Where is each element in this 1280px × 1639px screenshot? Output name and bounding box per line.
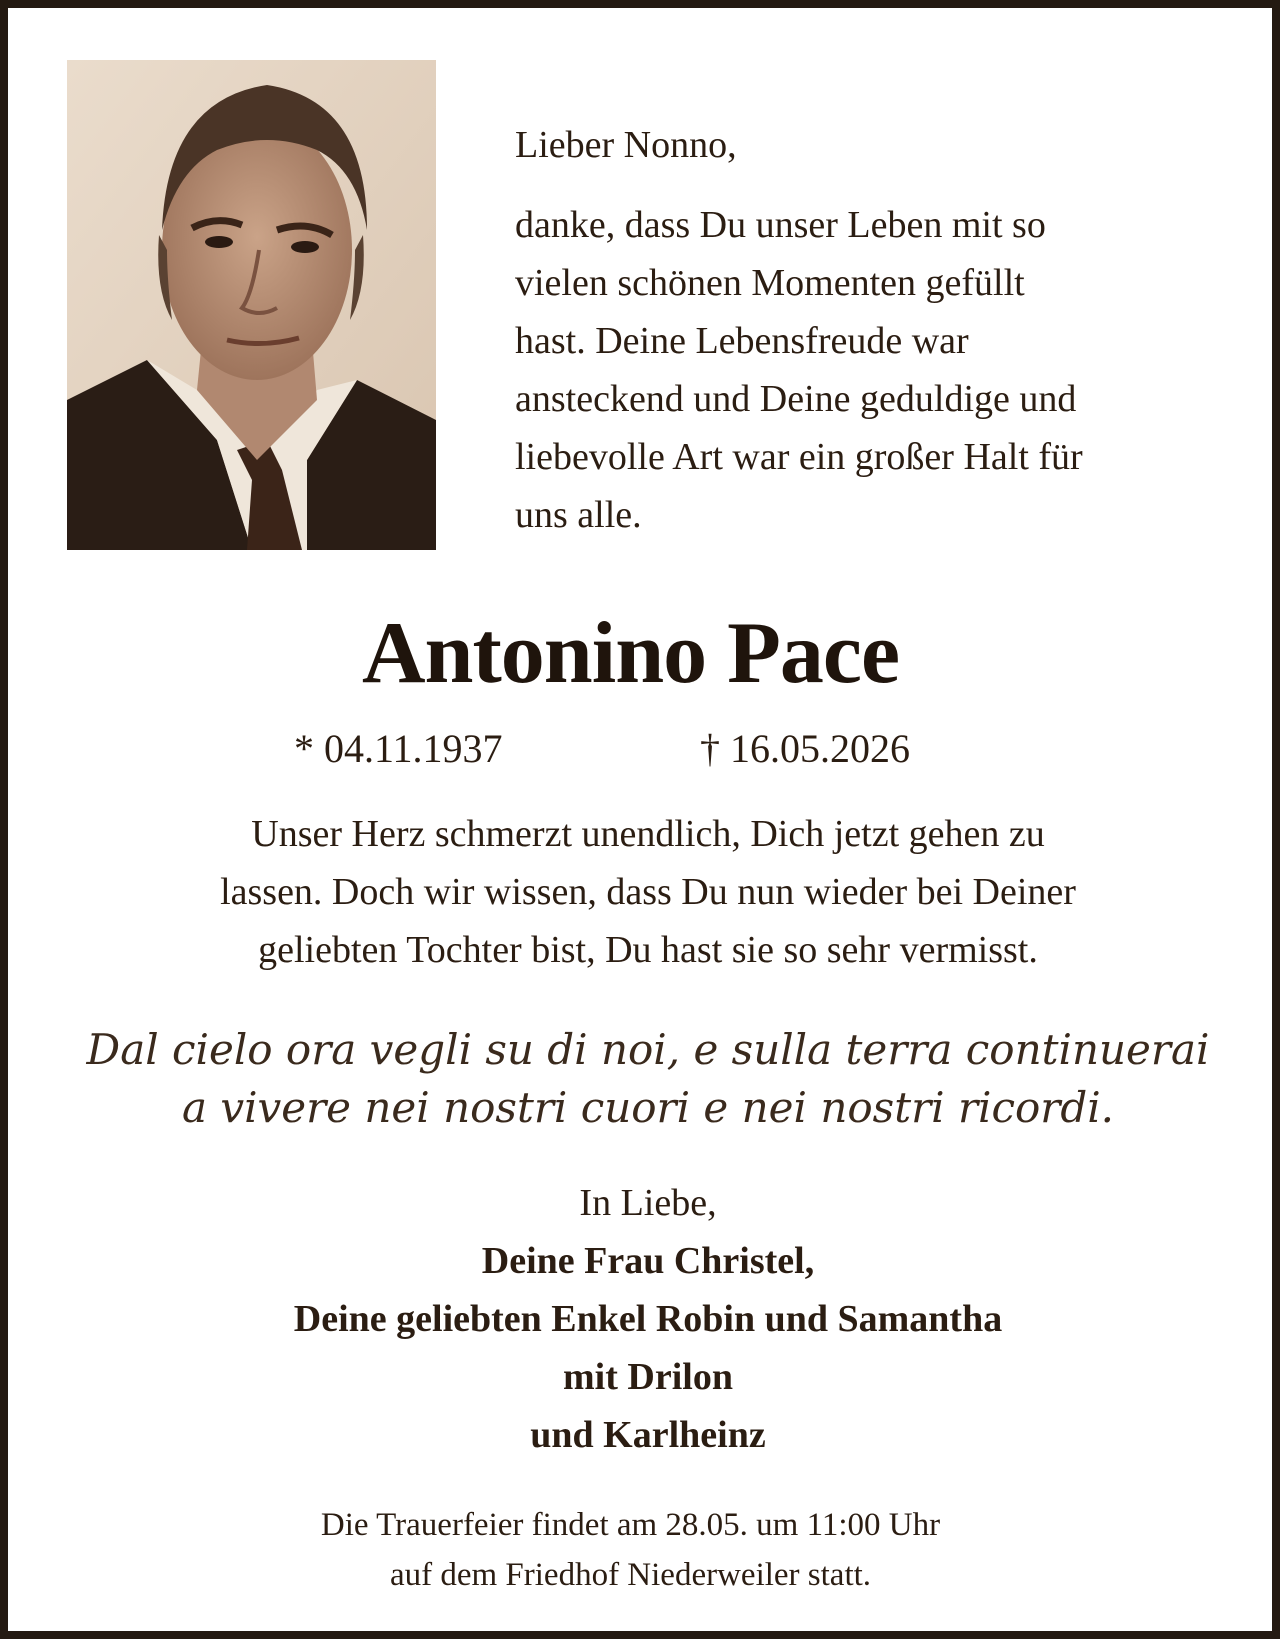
intro-line: danke, dass Du unser Leben mit so <box>515 204 1046 246</box>
intro-text <box>515 116 1235 544</box>
intro-line: liebevolle Art war ein großer Halt für <box>515 436 1083 478</box>
intro-body <box>515 196 1235 544</box>
italian-quote <box>48 1021 1248 1137</box>
grief-line: geliebten Tochter bist, Du hast sie so sehr vermisst. <box>258 929 1038 971</box>
mourner-line: Deine geliebten Enkel Robin und Samantha <box>293 1298 1003 1340</box>
closing-intro: In Liebe, <box>579 1182 717 1224</box>
quote-line: a vivere nei nostri cuori e nei nostri ricordi. <box>181 1083 1115 1132</box>
intro-line: uns alle. <box>515 494 642 536</box>
grief-line: lassen. Doch wir wissen, dass Du nun wieder bei Deiner <box>220 871 1076 913</box>
greeting: Lieber Nonno, <box>515 124 737 166</box>
intro-line: vielen schönen Momenten gefüllt <box>515 262 1025 304</box>
quote-line: Dal cielo ora vegli su di noi, e sulla terra continuerai <box>86 1025 1210 1074</box>
mourner-line: Deine Frau Christel, <box>481 1240 815 1282</box>
deceased-name: Antonino Pace <box>362 605 899 702</box>
ceremony-line: auf dem Friedhof Niederweiler statt. <box>389 1557 872 1593</box>
death-date: † 16.05.2026 <box>700 726 910 771</box>
intro-line: hast. Deine Lebensfreude war <box>515 320 969 362</box>
mourner-line: mit Drilon <box>563 1356 733 1398</box>
ceremony-line: Die Trauerfeier findet am 28.05. um 11:00 Uhr <box>320 1507 941 1543</box>
grief-line: Unser Herz schmerzt unendlich, Dich jetzt gehen zu <box>251 813 1045 855</box>
grief-text <box>48 805 1248 979</box>
funeral-notice <box>48 1500 1213 1600</box>
mourner-line: und Karlheinz <box>530 1414 766 1456</box>
closing-signature <box>48 1174 1248 1464</box>
portrait-photo <box>67 60 436 550</box>
birth-date: * 04.11.1937 <box>294 726 503 771</box>
intro-line: ansteckend und Deine geduldige und <box>515 378 1077 420</box>
portrait-image <box>67 60 436 550</box>
